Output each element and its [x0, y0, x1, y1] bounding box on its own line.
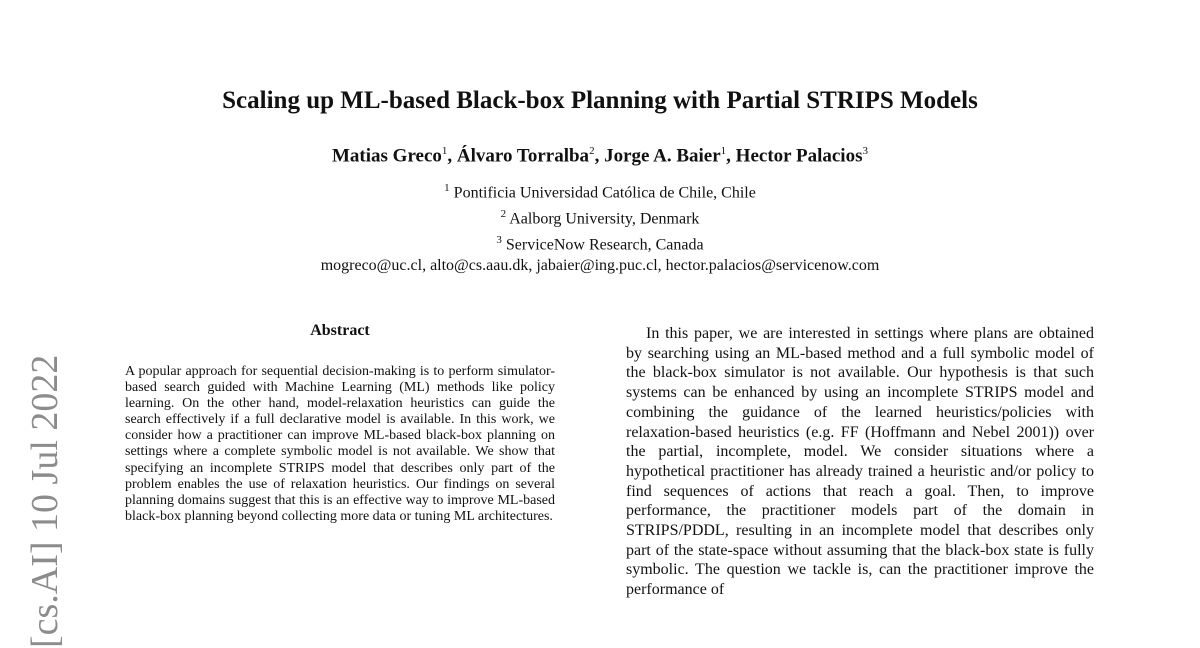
author-affil-marker: 1: [441, 145, 448, 157]
affiliation-number: 2: [500, 207, 507, 220]
affiliation-text: Aalborg University, Denmark: [509, 210, 700, 228]
affiliation-number: 1: [444, 182, 450, 194]
abstract-text: A popular approach for sequential decision-making is to perform simulator-based search guided with Machine Learning (ML) methods like policy learning. On the other hand, model-relaxation heuristics can guide the search effectively if a full declarative model is available. In this work, we consider how a practitioner can improve ML-based black-box planning on settings where a complete symbolic model is not available. We show that specifying an incomplete STRIPS model that describes only part of the problem enables the use of relaxation heuristics. Our findings on several planning domains suggest that this is an effective way to improve ML-based black-box planning beyond collecting more data or tuning ML architectures.: [125, 364, 555, 524]
author-name: Hector Palacios: [735, 145, 863, 167]
author-affil-marker: 2: [589, 145, 595, 157]
affiliation: [0, 230, 1200, 256]
intro-paragraph: In this paper, we are interested in settings where plans are obtained by searching using an ML-based method and a full symbolic model of the black-box simulator is not available. Our hypothesis is that such systems can be enhanced by using an incomplete STRIPS model and combining the guidance of the learned heuristics/policies with relaxation-based heuristics (e.g. FF (Hoffmann and Nebel 2001)) over the partial, incomplete, model. We consider situations where a hypothetical practitioner has already trained a heuristic and/or policy to find sequences of actions that reach a goal. Then, to improve performance, the practitioner models part of the domain in STRIPS/PDDL, resulting in an incomplete model that describes only part of the state-space without assuming that the black-box state is fully symbolic. The question we tackle is, can the practitioner improve the performance of: [626, 325, 1094, 599]
author-affil-marker: 1: [720, 145, 727, 157]
abstract-heading: Abstract: [310, 322, 370, 339]
author-list: Matias Greco$^1$, Álvaro Torralba$^2$, Jorge A. Baier$^1$, Hector Palacios$^3$: [332, 145, 868, 167]
author-name: Matias Greco: [332, 145, 442, 167]
affiliation: [0, 204, 1200, 230]
author-name: Álvaro Torralba: [456, 145, 590, 167]
author-affil-marker: 3: [862, 145, 868, 157]
affiliation-text: ServiceNow Research, Canada: [505, 235, 704, 253]
affiliation-text: Pontificia Universidad Católica de Chile, Chile: [453, 184, 756, 202]
affiliation: [0, 178, 1200, 204]
affiliations: [0, 178, 1200, 277]
affiliation-number: 3: [496, 233, 502, 246]
author-name: Jorge A. Baier: [604, 145, 721, 167]
author-emails: mogreco@uc.cl, alto@cs.aau.dk, jabaier@ing.puc.cl, hector.palacios@servicenow.com: [320, 257, 880, 275]
paper-title: Scaling up ML-based Black-box Planning with Partial STRIPS Models: [222, 87, 978, 114]
arxiv-side-stamp: [cs.AI] 10 Jul 2022: [24, 354, 66, 648]
